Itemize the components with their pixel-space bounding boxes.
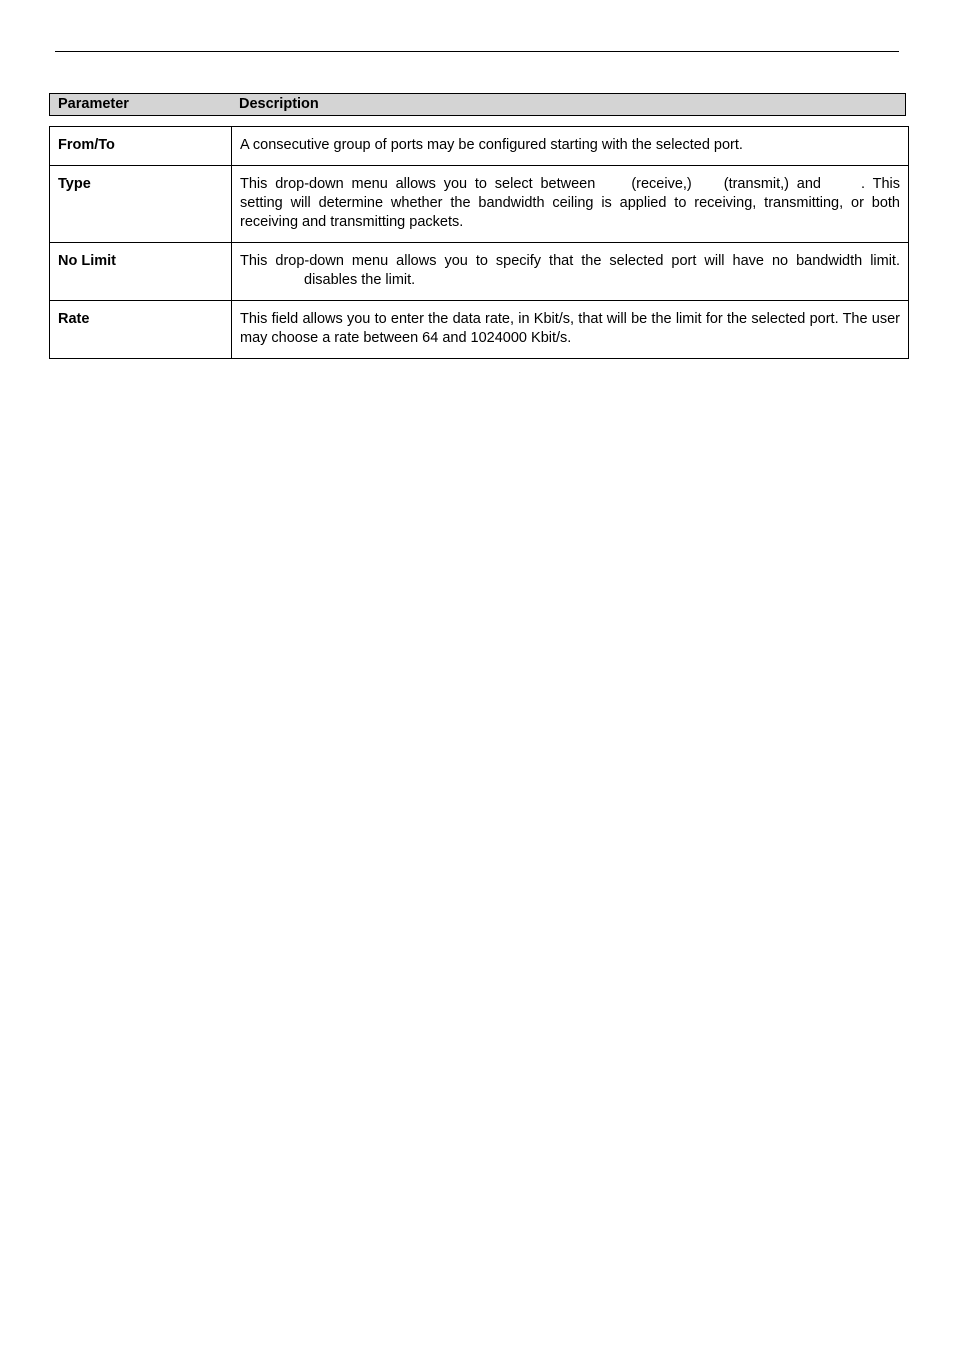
- parameter-table: [49, 126, 909, 359]
- desc-from-to: A consecutive group of ports may be configured starting with the selected port.: [232, 127, 909, 166]
- desc-type-part4: .: [861, 176, 866, 192]
- desc-type: [232, 166, 909, 243]
- desc-type-part1: This drop-down menu allows you to select between: [240, 176, 596, 192]
- desc-type-part5: This setting will determine whether the bandwidth ceiling is applied to receiving, transmitting, or both receiving and transmitting packets.: [240, 176, 900, 230]
- param-type: Type: [50, 166, 232, 243]
- table-header: [49, 93, 906, 116]
- desc-no-limit-part1: This drop-down menu allows you to specify that the selected port will have no bandwidth limit.: [240, 253, 900, 269]
- header-description: Description: [239, 96, 319, 112]
- desc-no-limit-part2: disables the limit.: [304, 272, 416, 288]
- param-no-limit: No Limit: [50, 243, 232, 301]
- desc-rate: This field allows you to enter the data rate, in Kbit/s, that will be the limit for the selected port. The user may choose a rate between 64 and 1024000 Kbit/s.: [232, 301, 909, 359]
- desc-type-part2: (receive,): [631, 176, 692, 192]
- table-row: [50, 166, 909, 243]
- top-rule: [55, 51, 899, 52]
- param-from-to: From/To: [50, 127, 232, 166]
- desc-type-part3: (transmit,) and: [723, 176, 822, 192]
- param-rate: Rate: [50, 301, 232, 359]
- table-row: [50, 301, 909, 359]
- desc-no-limit: [232, 243, 909, 301]
- header-parameter: Parameter: [58, 96, 129, 112]
- table-row: [50, 243, 909, 301]
- table-row: [50, 127, 909, 166]
